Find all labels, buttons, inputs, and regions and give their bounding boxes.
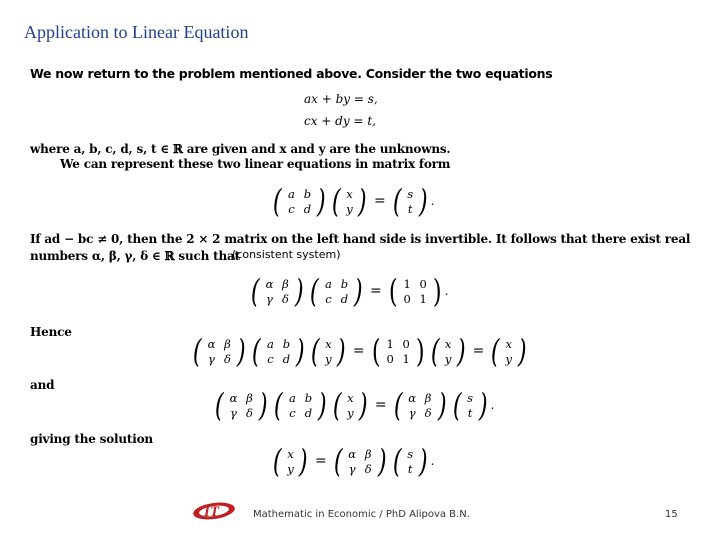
equation-1: ax + by = s, [304,92,378,106]
equation-2: cx + dy = t, [304,114,376,128]
page-title: Application to Linear Equation [24,22,249,42]
hence-text: Hence [30,325,72,339]
solution-equation: ( x y ) = ( α β γ δ ) ( s t ) . [272,442,435,480]
matrix-form-equation: ( a b c d ) ( x y ) = ( s t ) . [272,182,435,220]
hence-equation: ( α β γ δ ) ( a b c d ) ( x y ) = ( 1 0 0 1 ) ( x y ) = ( x y ) [192,332,527,370]
and-text: and [30,378,55,392]
where-text: where a, b, c, d, s, t ∈ ℝ are given and x and y are the unknowns. [30,142,451,156]
if-text: If ad − bc ≠ 0, then the 2 × 2 matrix on the left hand side is invertible. It follows that there exist real [30,232,691,246]
footer-author: Mathematic in Economic / PhD Alipova B.N. [253,509,470,520]
inverse-equation: ( α β γ δ ) ( a b c d ) = ( 1 0 0 1 ) . [250,272,449,310]
svg-text:IT: IT [204,504,219,520]
intro-text: We now return to the problem mentioned above. Consider the two equations [30,66,553,81]
numbers-text: numbers α, β, γ, δ ∈ ℝ such that [30,249,240,263]
page-number: 15 [665,509,678,520]
represent-text: We can represent these two linear equations in matrix form [60,157,451,171]
logo-icon [192,501,236,521]
consistent-annotation: (consistent system) [232,248,341,261]
and-equation: ( α β γ δ ) ( a b c d ) ( x y ) = ( α β γ δ ) ( s t ) . [214,386,495,424]
giving-text: giving the solution [30,432,153,446]
